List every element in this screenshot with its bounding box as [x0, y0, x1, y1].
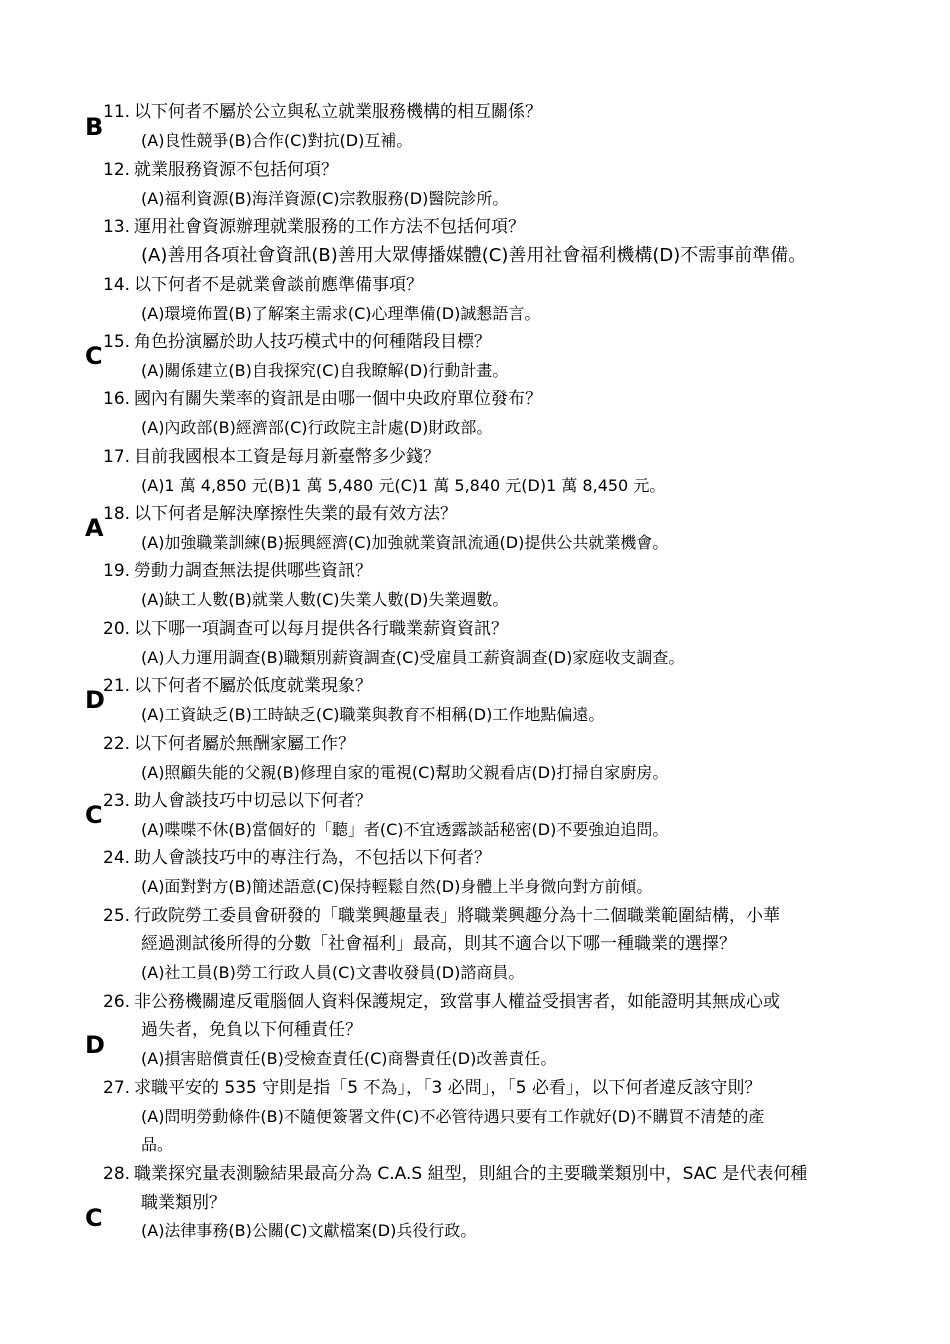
options-23: (A)喋喋不休(B)當個好的「聽」者(C)不宜透露談話秘密(D)不要強迫追問。 [141, 820, 669, 839]
options-27: (A)問明勞動條件(B)不隨便簽署文件(C)不必管待遇只要有工作就好(D)不購買不清楚的產 [141, 1107, 765, 1126]
question-number: 26. [103, 992, 131, 1012]
options-17: (A)1 萬 4,850 元(B)1 萬 5,480 元(C)1 萬 5,840 元(D)1 萬 8,450 元。 [141, 476, 666, 495]
question-text: 求職平安的 535 守則是指「5 不為」，「3 必問」，「5 必看」，以下何者違反該守則？ [134, 1078, 762, 1098]
options-18: (A)加強職業訓練(B)振興經濟(C)加強就業資訊流通(D)提供公共就業機會。 [141, 533, 669, 552]
question-text: 國內有關失業率的資訊是由哪一個中央政府單位發布？ [134, 389, 542, 409]
answer-mark-21: D [85, 686, 105, 714]
question-text: 以下何者不屬於低度就業現象？ [134, 676, 372, 696]
options-20: (A)人力運用調查(B)職類別薪資調查(C)受雇員工薪資調查(D)家庭收支調查。 [141, 648, 685, 667]
answer-mark-18: A [85, 514, 104, 542]
options-27-continued: 品。 [141, 1135, 174, 1154]
options-24: (A)面對對方(B)簡述語意(C)保持輕鬆自然(D)身體上半身微向對方前傾。 [141, 877, 653, 896]
question-text: 以下何者不是就業會談前應準備事項？ [134, 275, 423, 295]
question-number: 15. [103, 332, 131, 352]
options-28: (A)法律事務(B)公關(C)文獻檔案(D)兵役行政。 [141, 1221, 477, 1240]
question-text: 運用社會資源辦理就業服務的工作方法不包括何項？ [134, 217, 525, 237]
question-text: 助人會談技巧中切忌以下何者？ [134, 791, 372, 811]
answer-mark-26: D [85, 1031, 105, 1059]
question-number: 25. [103, 906, 131, 926]
question-number: 20. [103, 619, 131, 639]
answer-mark-11: B [85, 113, 104, 141]
options-25: (A)社工員(B)勞工行政人員(C)文書收發員(D)諮商員。 [141, 963, 525, 982]
question-number: 23. [103, 791, 131, 811]
answer-mark-15: C [85, 342, 103, 370]
question-number: 28. [103, 1164, 131, 1184]
question-text: 職業探究量表測驗結果最高分為 C.A.S 組型，則組合的主要職業類別中，SAC 是代表何種 [134, 1164, 808, 1184]
question-text: 以下何者不屬於公立與私立就業服務機構的相互關係？ [134, 102, 542, 122]
question-text: 以下哪一項調查可以每月提供各行職業薪資資訊？ [134, 619, 508, 639]
question-text: 非公務機關違反電腦個人資料保護規定，致當事人權益受損害者，如能證明其無成心或 [134, 992, 780, 1012]
options-13: (A)善用各項社會資訊(B)善用大眾傳播媒體(C)善用社會福利機構(D)不需事前準備。 [141, 245, 807, 266]
question-text: 角色扮演屬於助人技巧模式中的何種階段目標？ [134, 332, 491, 352]
question-number: 19. [103, 561, 131, 581]
options-21: (A)工資缺乏(B)工時缺乏(C)職業與教育不相稱(D)工作地點偏遠。 [141, 705, 605, 724]
question-number: 18. [103, 504, 131, 524]
question-text: 助人會談技巧中的專注行為，不包括以下何者？ [134, 848, 491, 868]
question-text-continued: 過失者，免負以下何種責任？ [141, 1020, 362, 1040]
question-number: 14. [103, 275, 131, 295]
question-number: 24. [103, 848, 131, 868]
options-15: (A)關係建立(B)自我探究(C)自我瞭解(D)行動計畫。 [141, 361, 509, 380]
question-number: 11. [103, 102, 131, 122]
question-number: 17. [103, 447, 131, 467]
question-text: 以下何者是解決摩擦性失業的最有效方法？ [134, 504, 457, 524]
options-22: (A)照顧失能的父親(B)修理自家的電視(C)幫助父親看店(D)打掃自家廚房。 [141, 763, 669, 782]
question-text: 目前我國根本工資是每月新臺幣多少錢？ [134, 447, 440, 467]
question-text: 以下何者屬於無酬家屬工作？ [134, 734, 355, 754]
question-text: 勞動力調查無法提供哪些資訊？ [134, 561, 372, 581]
question-text-continued: 職業類別？ [141, 1193, 226, 1213]
question-number: 21. [103, 676, 131, 696]
options-14: (A)環境佈置(B)了解案主需求(C)心理準備(D)誠懇語言。 [141, 304, 541, 323]
question-number: 22. [103, 734, 131, 754]
options-11: (A)良性競爭(B)合作(C)對抗(D)互補。 [141, 131, 413, 150]
question-number: 27. [103, 1078, 131, 1098]
question-number: 12. [103, 160, 131, 180]
question-text: 行政院勞工委員會研發的「職業興趣量表」將職業興趣分為十二個職業範圍結構，小華 [134, 906, 780, 926]
question-text-continued: 經過測試後所得的分數「社會福利」最高，則其不適合以下哪一種職業的選擇？ [141, 934, 736, 954]
question-number: 13. [103, 217, 131, 237]
question-number: 16. [103, 389, 131, 409]
options-12: (A)福利資源(B)海洋資源(C)宗教服務(D)醫院診所。 [141, 189, 509, 208]
answer-mark-28: C [85, 1204, 103, 1232]
options-19: (A)缺工人數(B)就業人數(C)失業人數(D)失業週數。 [141, 590, 509, 609]
options-16: (A)內政部(B)經濟部(C)行政院主計處(D)財政部。 [141, 418, 493, 437]
answer-mark-23: C [85, 801, 103, 829]
question-text: 就業服務資源不包括何項？ [134, 160, 338, 180]
options-26: (A)損害賠償責任(B)受檢查責任(C)商譽責任(D)改善責任。 [141, 1049, 557, 1068]
